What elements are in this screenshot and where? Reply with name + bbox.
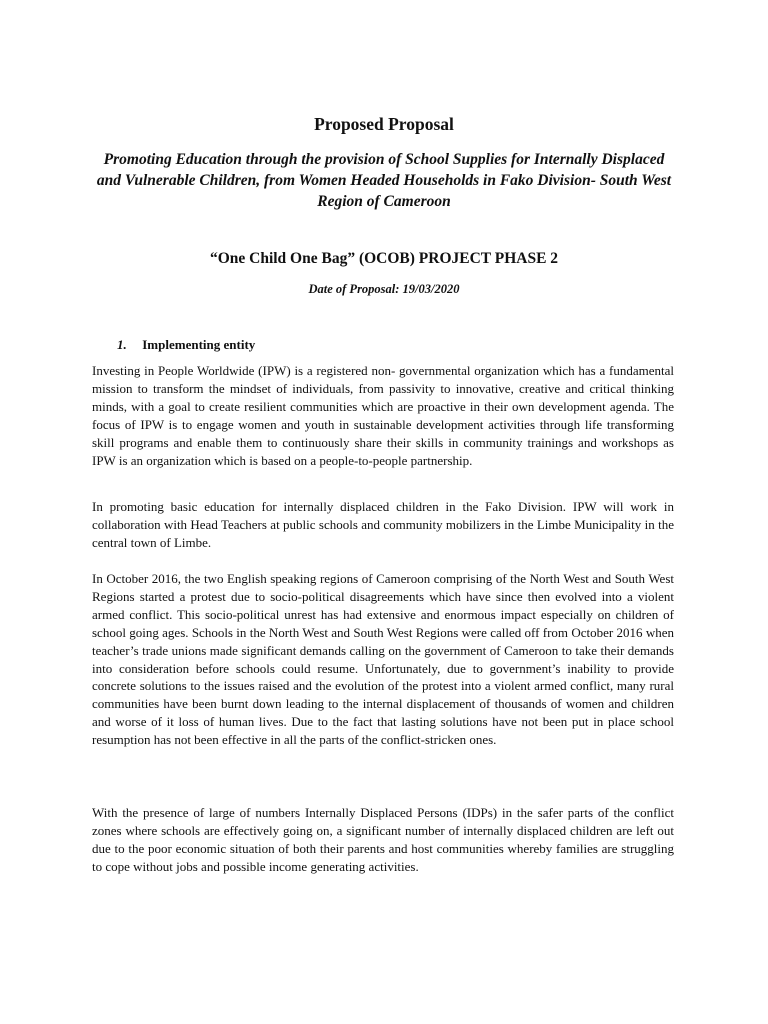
paragraph-ipw-mission: Investing in People Worldwide (IPW) is a registered non- governmental organization which has a fundamental mission to transform the mindset of individuals, from passivity to innovative, creative and critical thinking minds, with a goal to create resilient communities which are proactive in their own development agenda. The focus of IPW is to engage women and youth in sustainable development activities through life transforming skill programs and enable them to continuously share their skills in community trainings and workshops as IPW is an organization which is based on a people-to-people partnership. — [92, 363, 674, 468]
section-number: 1. — [117, 337, 127, 352]
paragraph-basic-education: In promoting basic education for internally displaced children in the Fako Division. IPW will work in collaboration with Head Teachers at public schools and community mobilizers in the Limbe Municipality in the central town of Limbe. — [92, 499, 674, 550]
document-title: Proposed Proposal — [314, 114, 454, 134]
paragraph-conflict-background: In October 2016, the two English speaking regions of Cameroon comprising of the North West and South West Regions started a protest due to socio-political disagreements which have since then evolved into a violent armed conflict. This socio-political unrest has had extensive and enormous impact especially on children of school going ages. Schools in the North West and South West Regions were called off from October 2016 when teacher’s trade unions made significant demands calling on the government of Cameroon to take their demands into consideration before schools could resume. Unfortunately, due to government’s inability to provide concrete solutions to the issues raised and the evolution of the protest into a violent armed conflict, many rural communities have been burnt down leading to the internal displacement of thousands of women and children and worse of it loss of human lives. Due to the fact that lasting solutions have not been put in place school resumption has not been effective in all the parts of the conflict-stricken ones. — [92, 571, 674, 748]
project-title: “One Child One Bag” (OCOB) PROJECT PHASE 2 — [209, 250, 559, 267]
paragraph-idp-situation: With the presence of large of numbers Internally Displaced Persons (IDPs) in the safer parts of the conflict zones where schools are effectively going on, a significant number of internally displaced children are left out due to the poor economic situation of both their parents and host communities whereby families are struggling to cope without jobs and possible income generating activities. — [92, 805, 674, 874]
section-title: Implementing entity — [142, 337, 256, 352]
section-heading-implementing-entity — [117, 337, 255, 353]
proposal-date: Date of Proposal: 19/03/2020 — [308, 282, 460, 296]
document-subtitle: Promoting Education through the provision of School Supplies for Internally Displaced and Vulnerable Children, from Women Headed Households in Fako Division- South West Region of Cameroon — [96, 151, 672, 210]
